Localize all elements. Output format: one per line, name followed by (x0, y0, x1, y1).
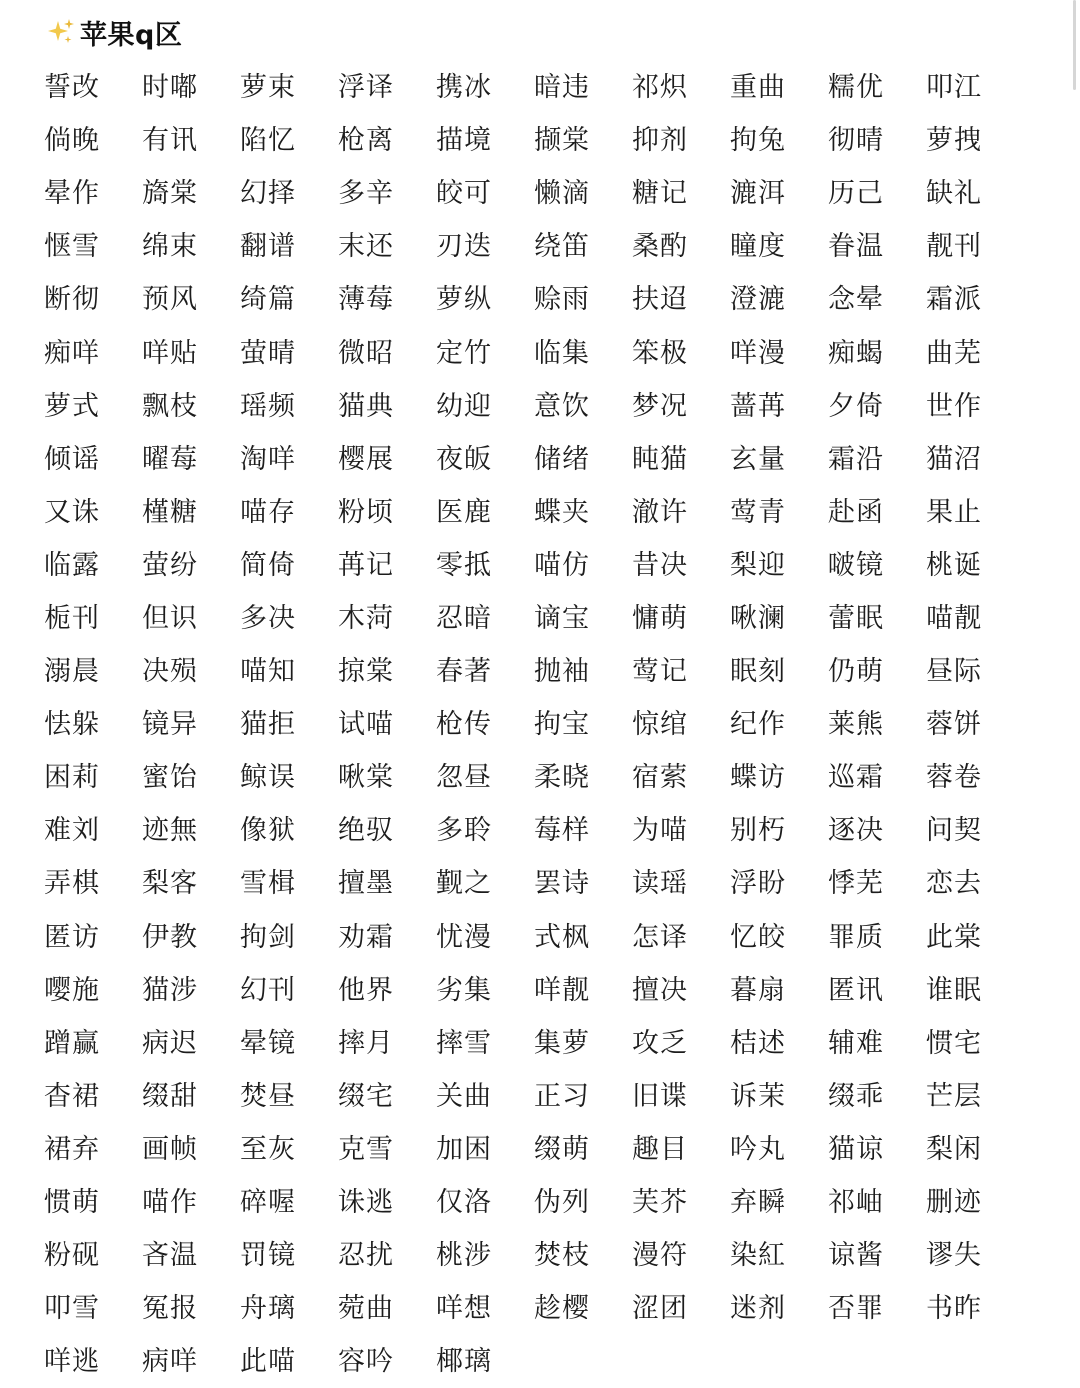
page-title: 苹果q区 (80, 19, 183, 51)
word-item: 糯优 (828, 72, 884, 104)
word-item: 他界 (338, 974, 394, 1006)
word-item: 祁岫 (828, 1187, 884, 1219)
word-item: 鲸误 (240, 762, 296, 794)
word-item: 觐之 (436, 868, 492, 900)
word-item: 多决 (240, 602, 296, 634)
word-item: 念晕 (828, 284, 884, 316)
word-item: 粉砚 (44, 1240, 100, 1272)
word-item: 意饮 (534, 390, 590, 422)
word-item: 晕作 (44, 178, 100, 210)
word-item: 誓改 (44, 72, 100, 104)
word-item: 此喵 (240, 1346, 296, 1378)
word-item: 碎喔 (240, 1187, 296, 1219)
word-item: 重曲 (730, 72, 786, 104)
word-item: 倾谣 (44, 443, 100, 475)
word-item: 仅洛 (436, 1187, 492, 1219)
word-item: 蔷苒 (730, 390, 786, 422)
word-item: 书昨 (926, 1293, 982, 1325)
word-item: 绕笛 (534, 231, 590, 263)
word-item: 罪质 (828, 921, 884, 953)
word-item: 梨客 (142, 868, 198, 900)
word-item: 缀乖 (828, 1080, 884, 1112)
word-item: 否罪 (828, 1293, 884, 1325)
word-item: 祁炽 (632, 72, 688, 104)
word-item: 伪列 (534, 1187, 590, 1219)
word-item: 玄量 (730, 443, 786, 475)
word-item: 储绪 (534, 443, 590, 475)
word-item: 加困 (436, 1133, 492, 1165)
word-item: 此棠 (926, 921, 982, 953)
word-item: 扶迢 (632, 284, 688, 316)
word-item: 菀曲 (338, 1293, 394, 1325)
word-item: 眷温 (828, 231, 884, 263)
word-item: 杳裙 (44, 1080, 100, 1112)
word-item: 猫拒 (240, 709, 296, 741)
word-item: 皎可 (436, 178, 492, 210)
word-item: 昔决 (632, 549, 688, 581)
word-item: 正习 (534, 1080, 590, 1112)
word-item: 萤晴 (240, 337, 296, 369)
word-item: 缀萌 (534, 1133, 590, 1165)
word-item: 昼际 (926, 656, 982, 688)
word-item: 蕾眠 (828, 602, 884, 634)
word-item: 痴咩 (44, 337, 100, 369)
word-item: 绝驭 (338, 815, 394, 847)
word-item: 忆皎 (730, 921, 786, 953)
word-item: 喵靓 (926, 602, 982, 634)
word-item: 历己 (828, 178, 884, 210)
word-item: 赴函 (828, 496, 884, 528)
word-item: 慵萌 (632, 602, 688, 634)
word-item: 描境 (436, 125, 492, 157)
word-item: 多聆 (436, 815, 492, 847)
word-item: 桃诞 (926, 549, 982, 581)
word-item: 晕镜 (240, 1027, 296, 1059)
word-item: 有讯 (142, 125, 198, 157)
word-item: 瞳度 (730, 231, 786, 263)
word-item: 伊教 (142, 921, 198, 953)
word-item: 克雪 (338, 1133, 394, 1165)
word-item: 蝶夹 (534, 496, 590, 528)
word-item: 蹭赢 (44, 1027, 100, 1059)
word-item: 冤报 (142, 1293, 198, 1325)
word-item: 但识 (142, 602, 198, 634)
word-item: 莺青 (730, 496, 786, 528)
word-item: 翻谱 (240, 231, 296, 263)
word-item: 咩贴 (142, 337, 198, 369)
word-item: 瑶频 (240, 390, 296, 422)
word-item: 弄棋 (44, 868, 100, 900)
word-item: 惯宅 (926, 1027, 982, 1059)
word-item: 宿萦 (632, 762, 688, 794)
word-item: 澈许 (632, 496, 688, 528)
word-item: 像狱 (240, 815, 296, 847)
word-item: 莓样 (534, 815, 590, 847)
word-item: 怯躲 (44, 709, 100, 741)
word-item: 纪作 (730, 709, 786, 741)
word-item: 喵知 (240, 656, 296, 688)
word-item: 忍暗 (436, 602, 492, 634)
word-item: 末还 (338, 231, 394, 263)
word-item: 薄莓 (338, 284, 394, 316)
word-item: 劣集 (436, 974, 492, 1006)
word-item: 删迹 (926, 1187, 982, 1219)
word-item: 盹猫 (632, 443, 688, 475)
word-item: 萝式 (44, 390, 100, 422)
word-item: 浮盼 (730, 868, 786, 900)
word-item: 容吟 (338, 1346, 394, 1378)
word-item: 惊绾 (632, 709, 688, 741)
word-item: 抛袖 (534, 656, 590, 688)
word-item: 临集 (534, 337, 590, 369)
word-item: 罚镜 (240, 1240, 296, 1272)
word-item: 仍萌 (828, 656, 884, 688)
word-item: 预风 (142, 284, 198, 316)
word-item: 莱熊 (828, 709, 884, 741)
word-item: 焚枝 (534, 1240, 590, 1272)
word-item: 萝束 (240, 72, 296, 104)
word-item: 果止 (926, 496, 982, 528)
word-item: 暮扇 (730, 974, 786, 1006)
word-item: 萝纵 (436, 284, 492, 316)
word-item: 枪离 (338, 125, 394, 157)
word-item: 画帧 (142, 1133, 198, 1165)
word-item: 零抵 (436, 549, 492, 581)
word-item: 莺记 (632, 656, 688, 688)
word-item: 抑剂 (632, 125, 688, 157)
word-item: 匿讯 (828, 974, 884, 1006)
word-item: 惯萌 (44, 1187, 100, 1219)
word-item: 桔述 (730, 1027, 786, 1059)
word-item: 叩江 (926, 72, 982, 104)
word-item: 曜莓 (142, 443, 198, 475)
word-item: 定竹 (436, 337, 492, 369)
word-item: 忽昼 (436, 762, 492, 794)
word-item: 辅难 (828, 1027, 884, 1059)
word-item: 拘宝 (534, 709, 590, 741)
word-item: 溺晨 (44, 656, 100, 688)
word-item: 医鹿 (436, 496, 492, 528)
word-item: 掠棠 (338, 656, 394, 688)
word-item: 忍扰 (338, 1240, 394, 1272)
word-item: 蝶访 (730, 762, 786, 794)
word-item: 旖棠 (142, 178, 198, 210)
word-item: 逐决 (828, 815, 884, 847)
word-item: 镜异 (142, 709, 198, 741)
word-item: 罢诗 (534, 868, 590, 900)
word-item: 吝温 (142, 1240, 198, 1272)
word-item: 桃涉 (436, 1240, 492, 1272)
word-item: 澄漉 (730, 284, 786, 316)
word-item: 时嘟 (142, 72, 198, 104)
word-item: 病迟 (142, 1027, 198, 1059)
word-item: 缀甜 (142, 1080, 198, 1112)
word-item: 樱展 (338, 443, 394, 475)
word-item: 趣目 (632, 1133, 688, 1165)
word-item: 撷棠 (534, 125, 590, 157)
word-item: 摔雪 (436, 1027, 492, 1059)
word-item: 喵作 (142, 1187, 198, 1219)
word-item: 栀刊 (44, 602, 100, 634)
word-item: 桑酌 (632, 231, 688, 263)
word-item: 缺礼 (926, 178, 982, 210)
word-item: 雪楫 (240, 868, 296, 900)
word-item: 别朽 (730, 815, 786, 847)
word-item: 怎译 (632, 921, 688, 953)
word-item: 猫沼 (926, 443, 982, 475)
word-item: 谬失 (926, 1240, 982, 1272)
word-item: 焚昼 (240, 1080, 296, 1112)
word-item: 拘剑 (240, 921, 296, 953)
word-item: 咩漫 (730, 337, 786, 369)
word-item: 喵仿 (534, 549, 590, 581)
word-item: 浮译 (338, 72, 394, 104)
word-item: 又诛 (44, 496, 100, 528)
word-item: 恋去 (926, 868, 982, 900)
word-item: 蜜饴 (142, 762, 198, 794)
word-item: 决殒 (142, 656, 198, 688)
word-item: 枪传 (436, 709, 492, 741)
word-item: 叩雪 (44, 1293, 100, 1325)
word-grid (44, 61, 1024, 1388)
word-item: 暗违 (534, 72, 590, 104)
word-item: 淘咩 (240, 443, 296, 475)
word-item: 攻乏 (632, 1027, 688, 1059)
word-item: 摔月 (338, 1027, 394, 1059)
word-item: 漉洱 (730, 178, 786, 210)
word-item: 赊雨 (534, 284, 590, 316)
word-item: 弃瞬 (730, 1187, 786, 1219)
section-header (46, 12, 182, 52)
word-item: 啾澜 (730, 602, 786, 634)
word-item: 迹無 (142, 815, 198, 847)
word-item: 绵束 (142, 231, 198, 263)
sparkle-icon (46, 17, 76, 47)
word-item: 芒层 (926, 1080, 982, 1112)
word-item: 陷忆 (240, 125, 296, 157)
word-item: 裙弃 (44, 1133, 100, 1165)
word-item: 霜派 (926, 284, 982, 316)
word-item: 读瑶 (632, 868, 688, 900)
word-item: 缀宅 (338, 1080, 394, 1112)
word-item: 蓉卷 (926, 762, 982, 794)
word-item: 简倚 (240, 549, 296, 581)
word-item: 啾棠 (338, 762, 394, 794)
word-item: 粉顷 (338, 496, 394, 528)
word-item: 萝拽 (926, 125, 982, 157)
word-item: 旧谍 (632, 1080, 688, 1112)
word-item: 式枫 (534, 921, 590, 953)
word-item: 咩靓 (534, 974, 590, 1006)
word-item: 微昭 (338, 337, 394, 369)
word-item: 携冰 (436, 72, 492, 104)
word-item: 幼迎 (436, 390, 492, 422)
word-item: 幻择 (240, 178, 296, 210)
word-item: 谁眠 (926, 974, 982, 1006)
word-item: 春著 (436, 656, 492, 688)
word-item: 咩逃 (44, 1346, 100, 1378)
word-item: 夜皈 (436, 443, 492, 475)
word-item: 飘枝 (142, 390, 198, 422)
word-item: 倘晚 (44, 125, 100, 157)
word-item: 巡霜 (828, 762, 884, 794)
word-item: 问契 (926, 815, 982, 847)
word-item: 涩团 (632, 1293, 688, 1325)
word-item: 彻晴 (828, 125, 884, 157)
word-item: 临露 (44, 549, 100, 581)
word-item: 悸芜 (828, 868, 884, 900)
word-item: 漫符 (632, 1240, 688, 1272)
word-item: 幻刊 (240, 974, 296, 1006)
word-item: 吟丸 (730, 1133, 786, 1165)
word-item: 忧漫 (436, 921, 492, 953)
word-item: 关曲 (436, 1080, 492, 1112)
word-item: 擅决 (632, 974, 688, 1006)
word-item: 梦况 (632, 390, 688, 422)
word-item: 眠刻 (730, 656, 786, 688)
word-item: 拘兔 (730, 125, 786, 157)
word-item: 绮篇 (240, 284, 296, 316)
word-item: 迷剂 (730, 1293, 786, 1325)
word-item: 诛逃 (338, 1187, 394, 1219)
word-item: 惬雪 (44, 231, 100, 263)
word-item: 啵镜 (828, 549, 884, 581)
word-item: 喵存 (240, 496, 296, 528)
word-item: 刃迭 (436, 231, 492, 263)
word-item: 霜沿 (828, 443, 884, 475)
word-item: 至灰 (240, 1133, 296, 1165)
word-item: 嘤施 (44, 974, 100, 1006)
word-item: 舟璃 (240, 1293, 296, 1325)
word-item: 诉茉 (730, 1080, 786, 1112)
word-item: 柔晓 (534, 762, 590, 794)
word-item: 梨迎 (730, 549, 786, 581)
word-item: 曲芜 (926, 337, 982, 369)
word-item: 糖记 (632, 178, 688, 210)
word-item: 萤纷 (142, 549, 198, 581)
word-item: 谪宝 (534, 602, 590, 634)
word-item: 劝霜 (338, 921, 394, 953)
word-item: 痴蝎 (828, 337, 884, 369)
word-item: 夕倚 (828, 390, 884, 422)
word-item: 世作 (926, 390, 982, 422)
scrollbar[interactable] (1073, 0, 1076, 90)
word-item: 梨闲 (926, 1133, 982, 1165)
word-item: 谅酱 (828, 1240, 884, 1272)
word-item: 靓刊 (926, 231, 982, 263)
word-item: 断彻 (44, 284, 100, 316)
word-item: 趁樱 (534, 1293, 590, 1325)
word-item: 懒滴 (534, 178, 590, 210)
word-item: 为喵 (632, 815, 688, 847)
word-item: 猫涉 (142, 974, 198, 1006)
word-item: 试喵 (338, 709, 394, 741)
word-item: 困莉 (44, 762, 100, 794)
word-item: 病咩 (142, 1346, 198, 1378)
word-item: 芙芥 (632, 1187, 688, 1219)
word-item: 染紅 (730, 1240, 786, 1272)
word-item: 猫典 (338, 390, 394, 422)
word-item: 椰璃 (436, 1346, 492, 1378)
word-item: 苒记 (338, 549, 394, 581)
word-item: 集萝 (534, 1027, 590, 1059)
word-item: 多辛 (338, 178, 394, 210)
word-item: 咩想 (436, 1293, 492, 1325)
word-item: 蓉饼 (926, 709, 982, 741)
word-item: 擅墨 (338, 868, 394, 900)
word-item: 笨极 (632, 337, 688, 369)
word-item: 难刘 (44, 815, 100, 847)
word-item: 猫谅 (828, 1133, 884, 1165)
word-item: 木菏 (338, 602, 394, 634)
word-item: 匿访 (44, 921, 100, 953)
word-item: 槿糖 (142, 496, 198, 528)
